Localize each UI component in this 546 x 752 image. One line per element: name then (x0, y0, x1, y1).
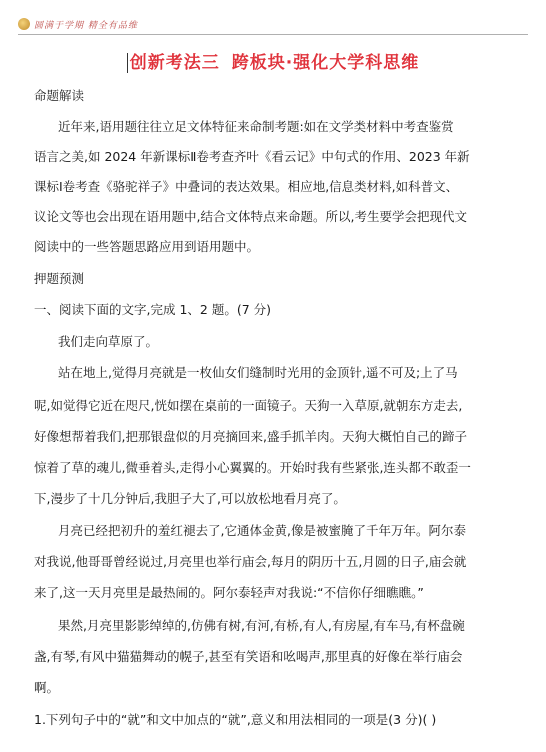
passage-line: 对我说,他哥哥曾经说过,月亮里也举行庙会,每月的阴历十五,月圆的日子,庙会就 (34, 554, 467, 569)
intro-line: 课标Ⅰ卷考查《骆驼祥子》中叠词的表达效果。相应地,信息类材料,如科普文、 (34, 179, 459, 194)
passage-line: 呢,如觉得它近在咫尺,恍如摆在桌前的一面镜子。天狗一入草原,就朝东方走去, (34, 398, 463, 413)
passage-title: 我们走向草原了。 (58, 334, 159, 349)
intro-line: 语言之美,如 2024 年新课标Ⅱ卷考查齐叶《看云记》中句式的作用、2023 年新 (34, 149, 470, 164)
header-divider (18, 34, 528, 35)
section-heading-predict: 押题预测 (34, 271, 85, 286)
passage-line: 站在地上,觉得月亮就是一枚仙女们缝制时光用的金顶针,遥不可及;上了马 (58, 365, 458, 380)
passage-line: 果然,月亮里影影绰绰的,仿佛有树,有河,有桥,有人,有房屋,有车马,有杯盘碗 (58, 618, 465, 633)
logo-icon (18, 18, 30, 30)
question-heading: 一、阅读下面的文字,完成 1、2 题。(7 分) (34, 302, 272, 317)
header-text: 圆满于学期 精全有品维 (34, 20, 138, 31)
page-header (18, 14, 138, 34)
intro-line: 阅读中的一些答题思路应用到语用题中。 (34, 239, 260, 254)
intro-line: 近年来,语用题往往立足文体特征来命制考题:如在文学类材料中考查鉴赏 (58, 119, 454, 134)
title-part-1: 创新考法三 (127, 53, 220, 73)
question-1: 1.下列句子中的“就”和文中加点的“就”,意义和用法相同的一项是(3 分)( ) (34, 712, 437, 727)
passage-line: 来了,这一天月亮里是最热闹的。阿尔泰轻声对我说:“不信你仔细瞧瞧。” (34, 585, 424, 600)
title-part-2: 跨板块·强化大学科思维 (231, 53, 420, 73)
page-title (0, 48, 546, 73)
passage-line: 好像想帮着我们,把那银盘似的月亮摘回来,盛手抓羊肉。天狗大概怕自己的蹄子 (34, 429, 467, 444)
passage-line: 月亮已经把初升的羞红褪去了,它通体金黄,像是被蜜腌了千年万年。阿尔泰 (58, 523, 466, 538)
passage-line: 惊着了草的魂儿,微垂着头,走得小心翼翼的。开始时我有些紧张,连头都不敢歪一 (34, 460, 471, 475)
section-heading-intro: 命题解读 (34, 88, 85, 103)
intro-line: 议论文等也会出现在语用题中,结合文体特点来命题。所以,考生要学会把现代文 (34, 209, 467, 224)
passage-line: 下,漫步了十几分钟后,我胆子大了,可以放松地看月亮了。 (34, 491, 346, 506)
passage-line: 盏,有琴,有风中猫猫舞动的幌子,甚至有笑语和吆喝声,那里真的好像在举行庙会 (34, 649, 463, 664)
passage-line: 啊。 (34, 680, 60, 695)
